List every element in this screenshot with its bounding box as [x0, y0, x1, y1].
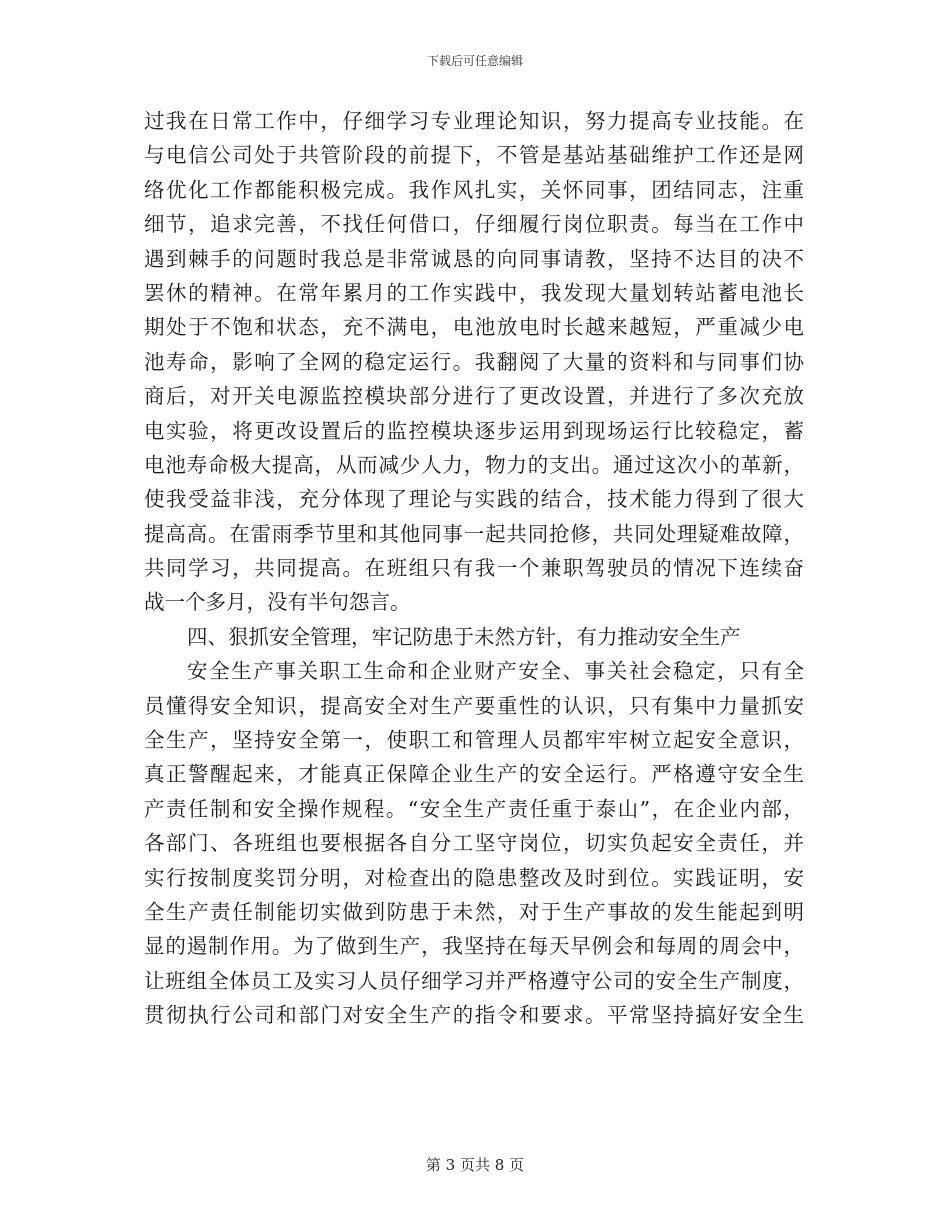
body-line: 员懂得安全知识，提高安全对生产要重性的认识，只有集中力量抓安: [144, 693, 804, 718]
body-line: 全生产责任制能切实做到防患于未然，对于生产事故的发生能起到明: [144, 899, 804, 924]
body-line: 过我在日常工作中，仔细学习专业理论知识，努力提高专业技能。在: [144, 109, 804, 133]
body-line: 战一个多月，没有半句怨言。: [144, 590, 411, 615]
body-line: 全生产，坚持安全第一，使职工和管理人员都牢牢树立起安全意识，: [144, 728, 804, 753]
body-line: 安全生产事关职工生命和企业财产安全、事关社会稳定，只有全: [187, 659, 804, 684]
body-line: 各部门、各班组也要根据各自分工坚守岗位，切实负起安全责任，并: [144, 831, 804, 856]
page-header-note: 下载后可任意编辑: [426, 54, 523, 68]
body-line: 电池寿命极大提高，从而减少人力，物力的支出。通过这次小的革新，: [144, 452, 804, 477]
body-line: 期处于不饱和状态，充不满电，电池放电时长越来越短，严重减少电: [144, 315, 804, 340]
body-line: 真正警醒起来，才能真正保障企业生产的安全运行。严格遵守安全生: [144, 762, 804, 787]
body-line: 商后，对开关电源监控模块部分进行了更改设置，并进行了多次充放: [144, 384, 804, 409]
body-line: 贯彻执行公司和部门对安全生产的指令和要求。平常坚持搞好安全生: [144, 1003, 804, 1028]
body-line: 电实验，将更改设置后的监控模块逐步运用到现场运行比较稳定，蓄: [144, 418, 804, 443]
body-line: 遇到棘手的问题时我总是非常诚恳的向同事请教，坚持不达目的决不: [144, 246, 804, 271]
body-line: 共同学习，共同提高。在班组只有我一个兼职驾驶员的情况下连续奋: [144, 556, 804, 581]
body-line: 实行按制度奖罚分明，对检查出的隐患整改及时到位。实践证明，安: [144, 865, 804, 890]
section-heading: 四、狠抓安全管理，牢记防患于未然方针，有力推动安全生产: [187, 624, 741, 649]
body-line: 罢休的精神。在常年累月的工作实践中，我发现大量划转站蓄电池长: [144, 280, 804, 305]
body-line: 络优化工作都能积极完成。我作风扎实，关怀同事，团结同志，注重: [144, 177, 804, 202]
body-line: 让班组全体员工及实习人员仔细学习并严格遵守公司的安全生产制度，: [144, 968, 804, 993]
body-line: 与电信公司处于共管阶段的前提下，不管是基站基础维护工作还是网: [144, 143, 804, 168]
page-number: 第 3 页共 8 页: [425, 1156, 525, 1174]
body-line: 细节，追求完善，不找任何借口，仔细履行岗位职责。每当在工作中: [144, 212, 804, 237]
document-body: [144, 104, 804, 1033]
body-line: 池寿命，影响了全网的稳定运行。我翻阅了大量的资料和与同事们协: [144, 349, 804, 374]
body-line: 提高高。在雷雨季节里和其他同事一起共同抢修，共同处理疑难故障，: [144, 521, 804, 546]
body-line: 显的遏制作用。为了做到生产，我坚持在每天早例会和每周的周会中，: [144, 934, 804, 959]
body-line: 使我受益非浅，充分体现了理论与实践的结合，技术能力得到了很大: [144, 487, 804, 512]
body-line: 产责任制和安全操作规程。“安全生产责任重于泰山”，在企业内部，: [144, 796, 804, 821]
